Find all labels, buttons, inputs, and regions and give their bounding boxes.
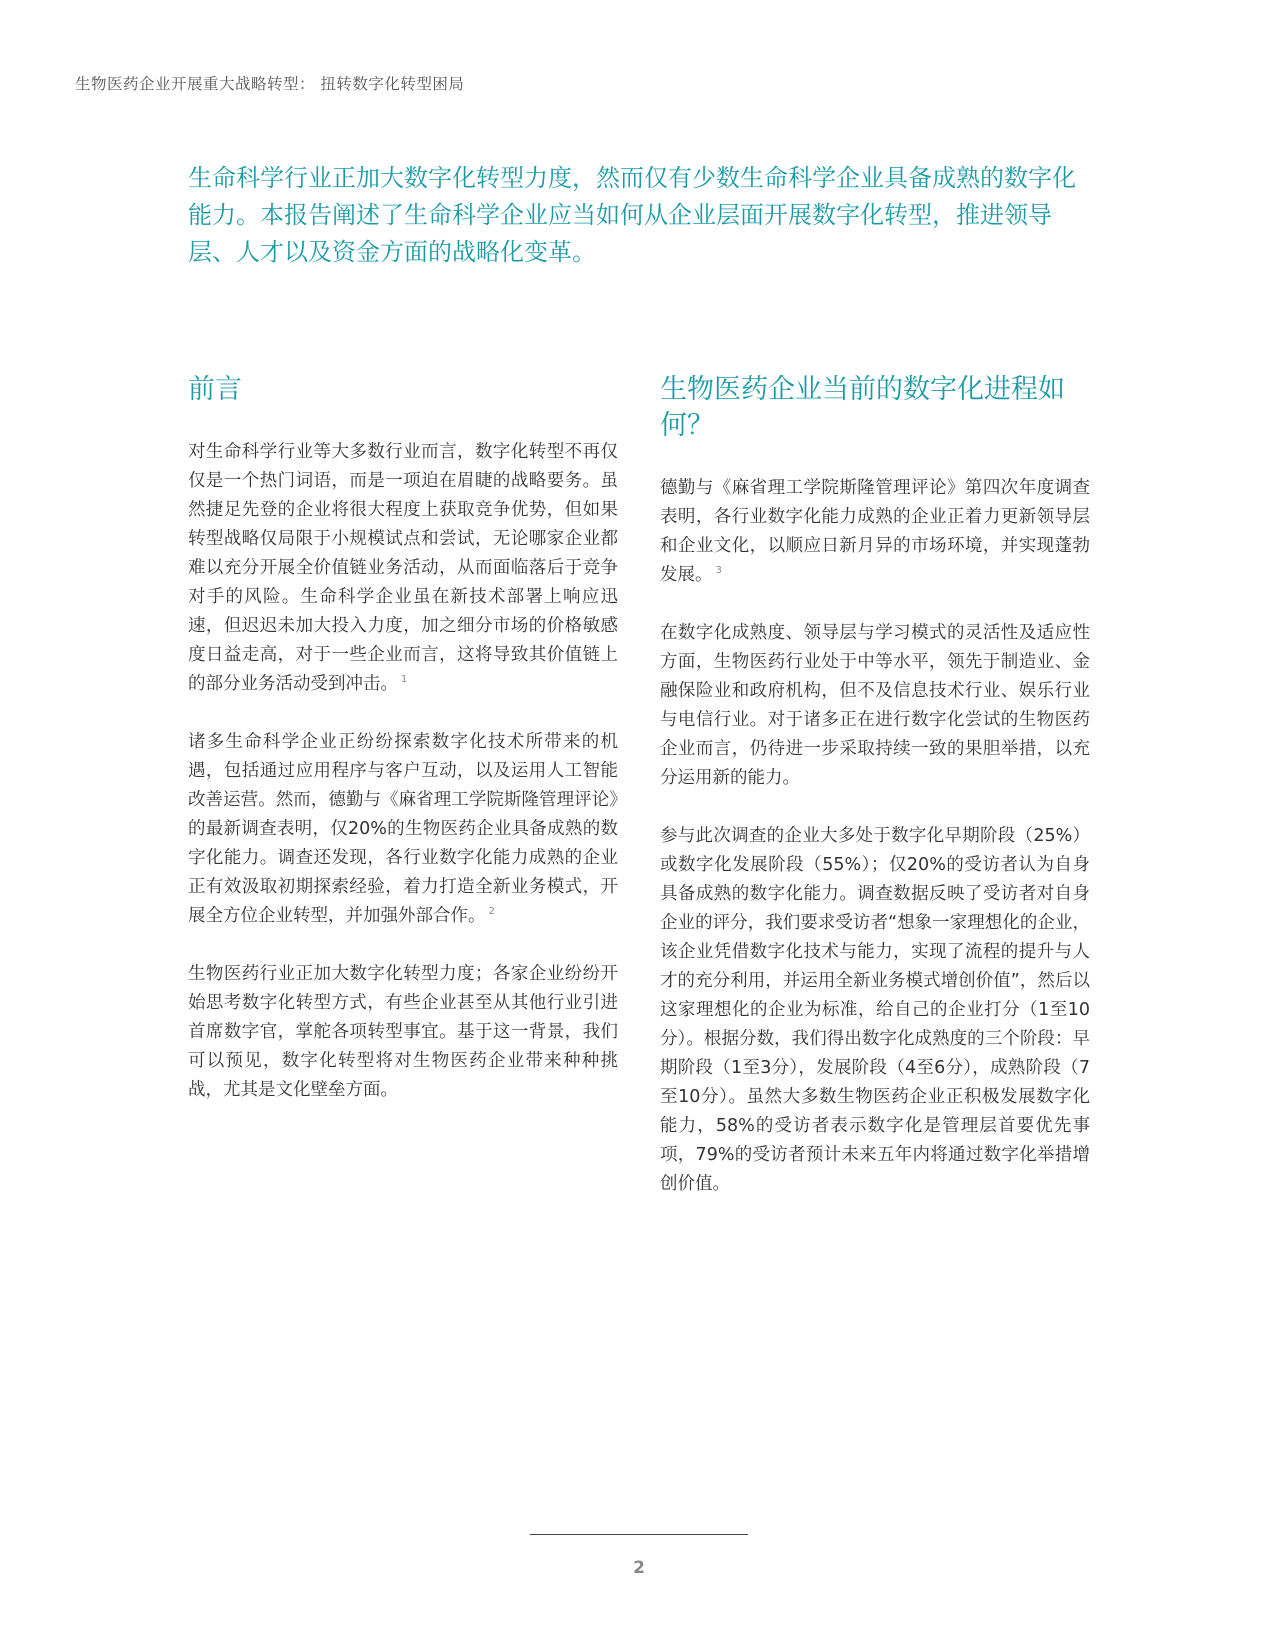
body-paragraph: [188, 438, 618, 699]
footnote-marker: 3: [715, 565, 722, 577]
paragraph-text: 诸多生命科学企业正纷纷探索数字化技术所带来的机遇，包括通过应用程序与客户互动，以及运用人工智能改善运营。然而，德勤与《麻省理工学院斯隆管理评论》的最新调查表明，仅20%的生物医药企业具备成熟的数字化能力。调查还发现，各行业数字化能力成熟的企业正有效汲取初期探索经验，着力打造全新业务模式，开展全方位企业转型，并加强外部合作。: [188, 732, 618, 926]
paragraph-text: 德勤与《麻省理工学院斯隆管理评论》第四次年度调查表明，各行业数字化能力成熟的企业正着力更新领导层和企业文化，以顺应日新月异的市场环境，并实现蓬勃发展。: [660, 478, 1090, 585]
section-heading-digital-progress: 生物医药企业当前的数字化进程如何？: [660, 374, 1065, 441]
body-paragraph: [188, 728, 618, 931]
body-paragraph: [660, 822, 1090, 1199]
paragraph-text: 对生命科学行业等大多数行业而言，数字化转型不再仅仅是一个热门词语，而是一项迫在眉睫的战略要务。虽然捷足先登的企业将很大程度上获取竞争优势，但如果转型战略仅局限于小规模试点和尝试，无论哪家企业都难以充分开展全价值链业务活动，从而面临落后于竞争对手的风险。生命科学企业虽在新技术部署上响应迅速，但迟迟未加大投入力度，加之细分市场的价格敏感度日益走高，对于一些企业而言，这将导致其价值链上的部分业务活动受到冲击。: [188, 442, 618, 694]
section-heading-foreword: 前言: [188, 374, 242, 405]
paragraph-text: 参与此次调查的企业大多处于数字化早期阶段（25%）或数字化发展阶段（55%）；仅20%的受访者认为自身具备成熟的数字化能力。调查数据反映了受访者对自身企业的评分，我们要求受访者“想象一家理想化的企业，该企业凭借数字化技术与能力，实现了流程的提升与人才的充分利用，并运用全新业务模式增创价值”，然后以这家理想化的企业为标准，给自己的企业打分（1至10分）。根据分数，我们得出数字化成熟度的三个阶段：早期阶段（1至3分），发展阶段（4至6分），成熟阶段（7至10分）。虽然大多数生物医药企业正积极发展数字化能力，58%的受访者表示数字化是管理层首要优先事项，79%的受访者预计未来五年内将通过数字化举措增创价值。: [660, 826, 1090, 1194]
footnote-marker: 1: [401, 674, 408, 686]
paragraph-text: 在数字化成熟度、领导层与学习模式的灵活性及适应性方面，生物医药行业处于中等水平，领先于制造业、金融保险业和政府机构，但不及信息技术行业、娱乐行业与电信行业。对于诸多正在进行数字化尝试的生物医药企业而言，仍待进一步采取持续一致的果胆举措，以充分运用新的能力。: [660, 623, 1090, 788]
left-column: [188, 372, 618, 1134]
right-column: [660, 372, 1090, 1228]
body-paragraph: [188, 960, 618, 1105]
page-number: 2: [633, 1558, 645, 1578]
running-header: 生物医药企业开展重大战略转型： 扭转数字化转型困局: [75, 75, 465, 93]
footer-divider: [530, 1534, 748, 1535]
footnote-marker: 2: [488, 906, 495, 918]
body-paragraph: [660, 474, 1090, 590]
intro-summary: 生命科学行业正加大数字化转型力度，然而仅有少数生命科学企业具备成熟的数字化能力。本报告阐述了生命科学企业应当如何从企业层面开展数字化转型，推进领导层、人才以及资金方面的战略化变革。: [188, 164, 1076, 266]
body-paragraph: [660, 619, 1090, 793]
paragraph-text: 生物医药行业正加大数字化转型力度；各家企业纷纷开始思考数字化转型方式，有些企业甚至从其他行业引进首席数字官，掌舵各项转型事宜。基于这一背景，我们可以预见，数字化转型将对生物医药企业带来种种挑战，尤其是文化壁垒方面。: [188, 964, 618, 1100]
